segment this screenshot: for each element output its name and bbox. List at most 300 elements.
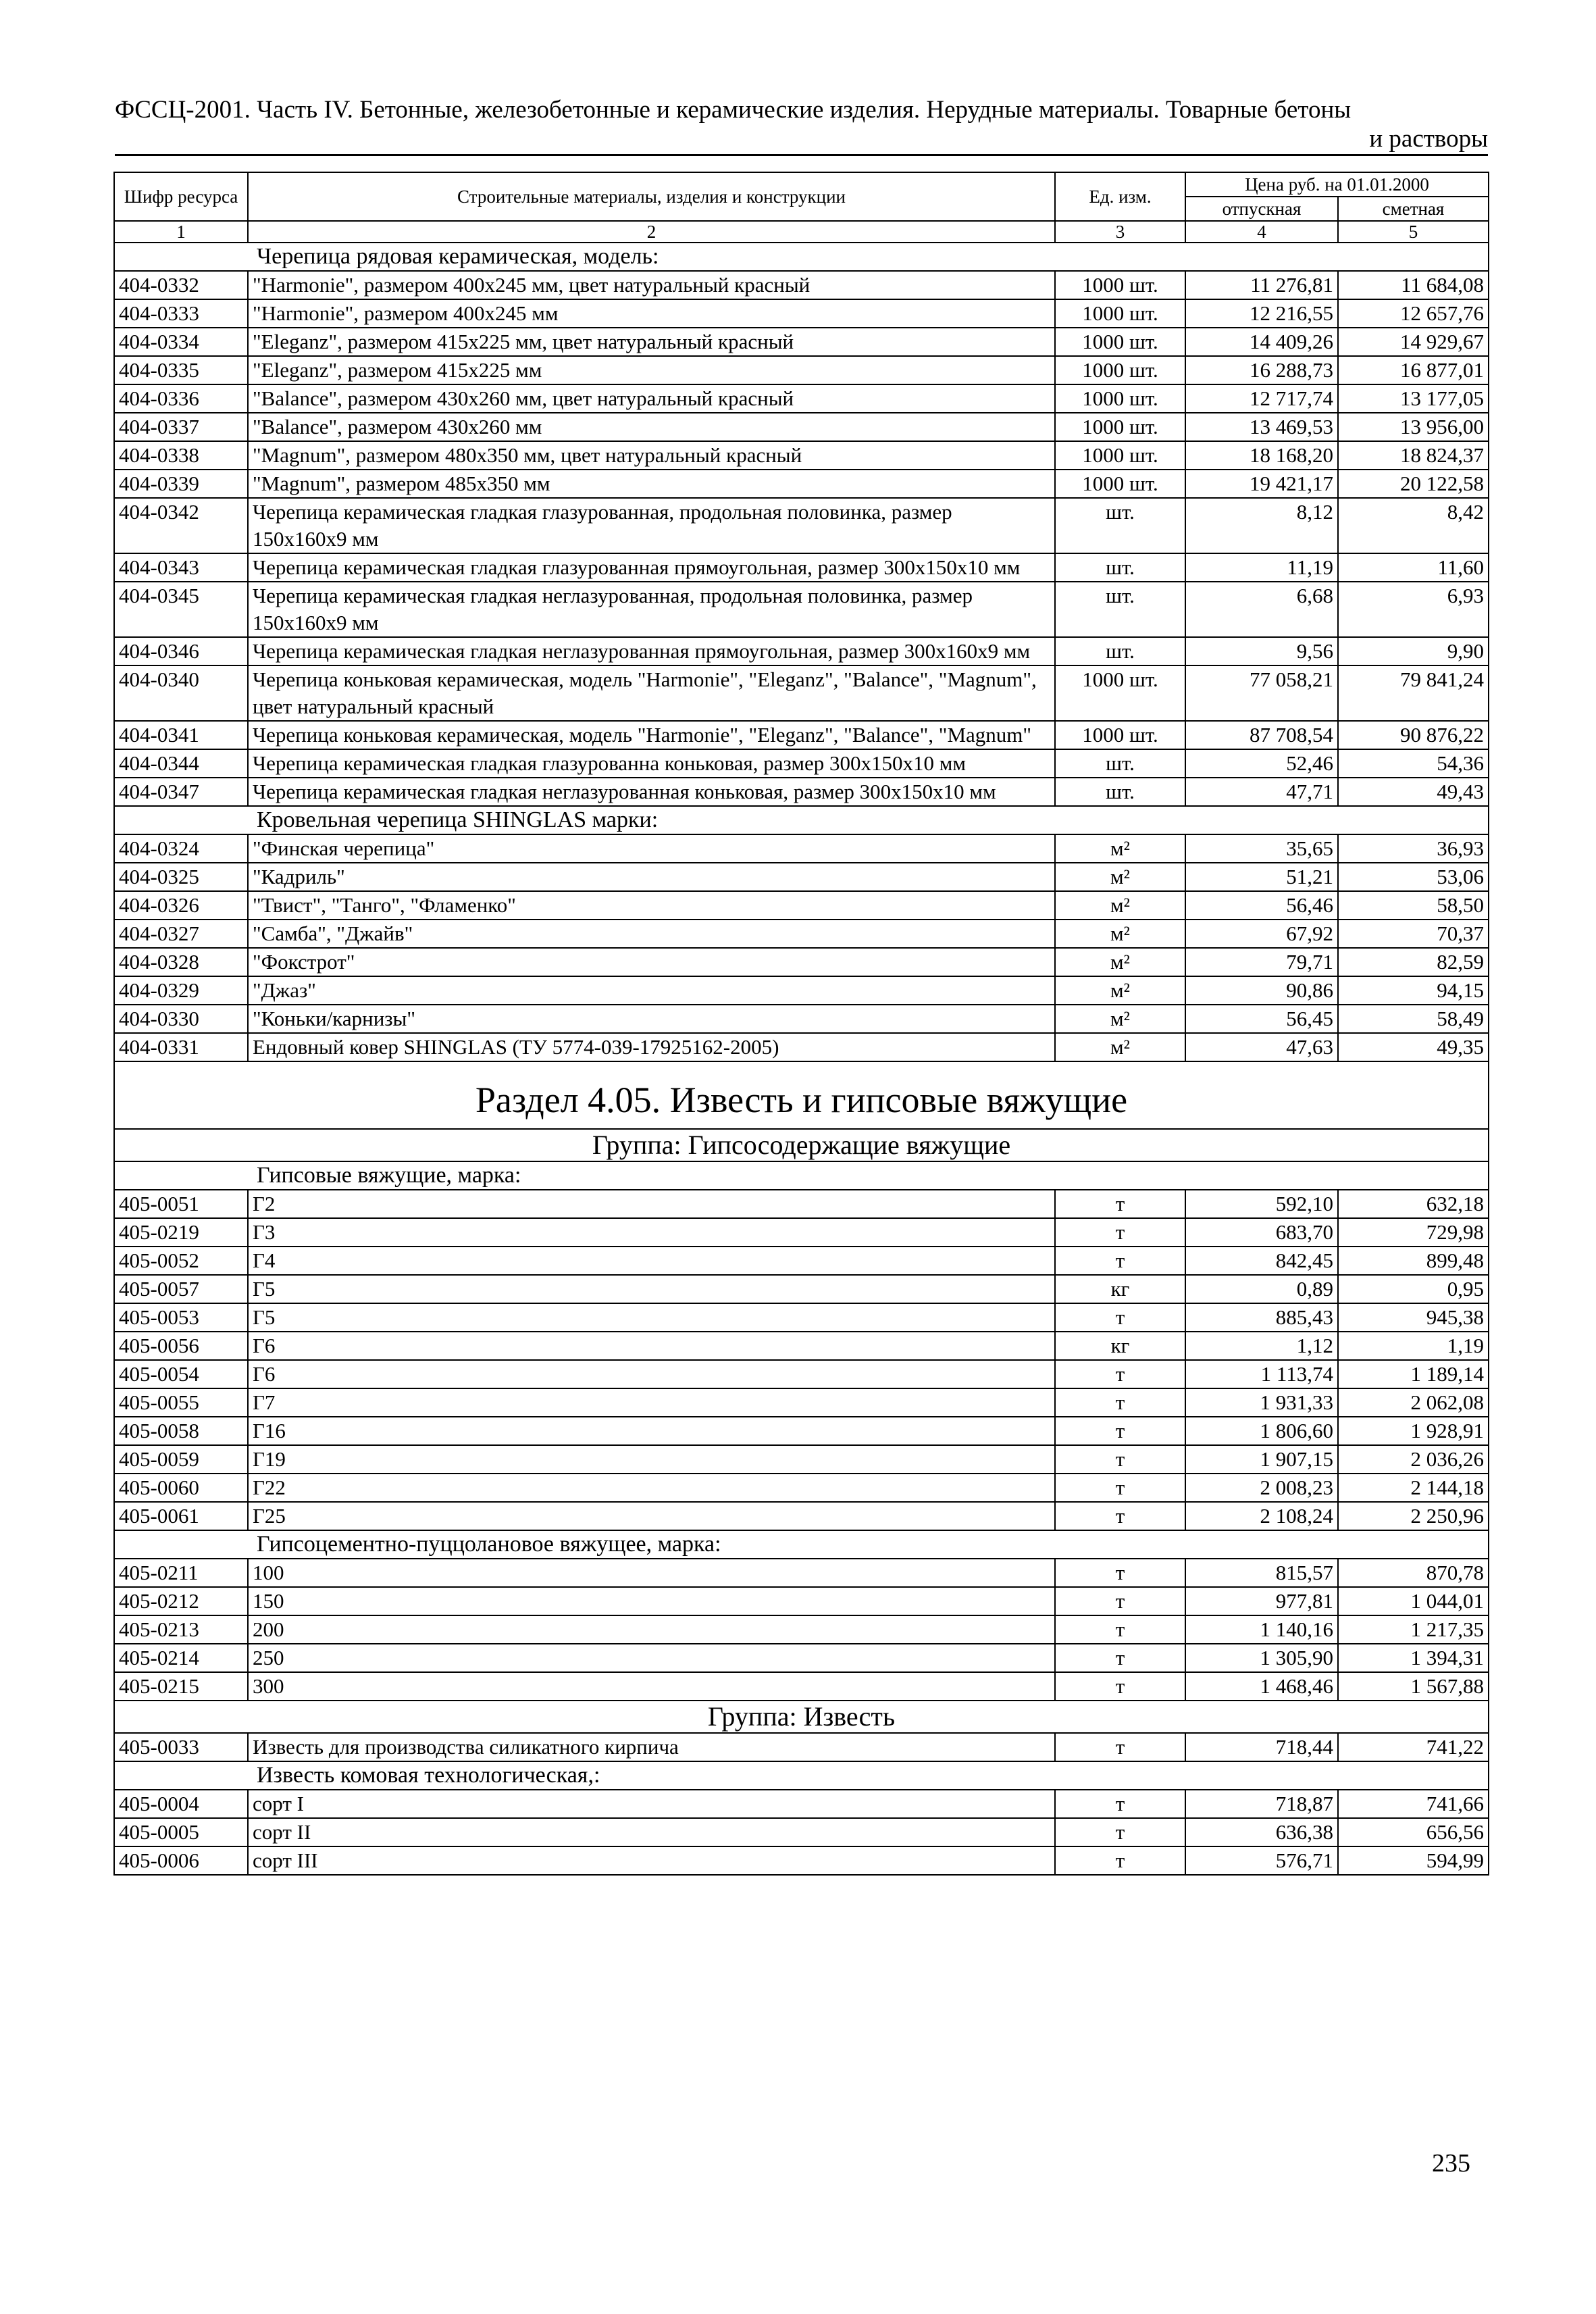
release-price: 90,86 — [1185, 976, 1338, 1005]
resource-code: 405-0215 — [114, 1672, 248, 1701]
release-price: 51,21 — [1185, 863, 1338, 891]
release-price: 56,46 — [1185, 891, 1338, 920]
group-heading: Кровельная черепица SHINGLAS марки: — [114, 806, 1489, 834]
unit-of-measure: 1000 шт. — [1055, 441, 1185, 470]
table-row — [114, 891, 1489, 920]
table-row — [114, 498, 1489, 553]
group-row — [114, 1530, 1489, 1559]
material-name: "Harmonie", размером 400x245 мм, цвет натуральный красный — [248, 271, 1055, 299]
resource-code: 405-0053 — [114, 1303, 248, 1332]
unit-of-measure: м² — [1055, 863, 1185, 891]
release-price: 35,65 — [1185, 834, 1338, 863]
unit-of-measure: м² — [1055, 1005, 1185, 1033]
release-price: 56,45 — [1185, 1005, 1338, 1033]
resource-code: 405-0213 — [114, 1615, 248, 1644]
unit-of-measure: 1000 шт. — [1055, 328, 1185, 356]
unit-of-measure: шт. — [1055, 582, 1185, 637]
resource-code: 405-0004 — [114, 1790, 248, 1818]
release-price: 79,71 — [1185, 948, 1338, 976]
resource-code: 404-0327 — [114, 920, 248, 948]
estimate-price: 1 567,88 — [1338, 1672, 1489, 1701]
table-row — [114, 1672, 1489, 1701]
unit-of-measure: т — [1055, 1247, 1185, 1275]
table-row — [114, 582, 1489, 637]
resource-code: 404-0331 — [114, 1033, 248, 1061]
table-row — [114, 356, 1489, 384]
release-price: 11 276,81 — [1185, 271, 1338, 299]
release-price: 1 907,15 — [1185, 1445, 1338, 1474]
table-row — [114, 1303, 1489, 1332]
material-name: Г5 — [248, 1303, 1055, 1332]
material-name: Черепица коньковая керамическая, модель "Harmonie", "Eleganz", "Balance", "Magnum" — [248, 721, 1055, 749]
material-name: Г22 — [248, 1474, 1055, 1502]
resource-code: 405-0059 — [114, 1445, 248, 1474]
material-name: 150 — [248, 1587, 1055, 1615]
resource-code: 404-0332 — [114, 271, 248, 299]
release-price: 87 708,54 — [1185, 721, 1338, 749]
col-number: 3 — [1055, 221, 1185, 243]
release-price: 19 421,17 — [1185, 470, 1338, 498]
material-name: Черепица керамическая гладкая неглазурованная коньковая, размер 300x150x10 мм — [248, 778, 1055, 806]
estimate-price: 36,93 — [1338, 834, 1489, 863]
material-name: "Eleganz", размером 415x225 мм — [248, 356, 1055, 384]
unit-of-measure: шт. — [1055, 553, 1185, 582]
unit-of-measure: т — [1055, 1388, 1185, 1417]
resource-code: 404-0346 — [114, 637, 248, 665]
price-table — [113, 172, 1489, 1876]
material-name: Г6 — [248, 1332, 1055, 1360]
release-price: 47,63 — [1185, 1033, 1338, 1061]
unit-of-measure: т — [1055, 1303, 1185, 1332]
material-name: Черепица коньковая керамическая, модель "Harmonie", "Eleganz", "Balance", "Magnum", цвет натуральный красный — [248, 665, 1055, 721]
release-price: 1 113,74 — [1185, 1360, 1338, 1388]
resource-code: 404-0345 — [114, 582, 248, 637]
unit-of-measure: т — [1055, 1644, 1185, 1672]
table-row — [114, 441, 1489, 470]
resource-code: 404-0338 — [114, 441, 248, 470]
unit-of-measure: т — [1055, 1445, 1185, 1474]
table-row — [114, 665, 1489, 721]
estimate-price: 0,95 — [1338, 1275, 1489, 1303]
release-price: 718,44 — [1185, 1733, 1338, 1761]
release-price: 67,92 — [1185, 920, 1338, 948]
unit-of-measure: м² — [1055, 976, 1185, 1005]
unit-of-measure: шт. — [1055, 498, 1185, 553]
resource-code: 405-0054 — [114, 1360, 248, 1388]
header-title-line2: и растворы — [1369, 125, 1488, 153]
estimate-price: 945,38 — [1338, 1303, 1489, 1332]
unit-of-measure: т — [1055, 1559, 1185, 1587]
release-price: 77 058,21 — [1185, 665, 1338, 721]
estimate-price: 18 824,37 — [1338, 441, 1489, 470]
table-row — [114, 863, 1489, 891]
header-name: Строительные материалы, изделия и конструкции — [248, 172, 1055, 221]
estimate-price: 6,93 — [1338, 582, 1489, 637]
unit-of-measure: т — [1055, 1502, 1185, 1530]
estimate-price: 58,50 — [1338, 891, 1489, 920]
release-price: 977,81 — [1185, 1587, 1338, 1615]
release-price: 16 288,73 — [1185, 356, 1338, 384]
resource-code: 405-0006 — [114, 1846, 248, 1875]
page-number: 235 — [1432, 2149, 1470, 2178]
estimate-price: 94,15 — [1338, 976, 1489, 1005]
table-row — [114, 1417, 1489, 1445]
material-name: "Кадриль" — [248, 863, 1055, 891]
release-price: 1 305,90 — [1185, 1644, 1338, 1672]
release-price: 14 409,26 — [1185, 328, 1338, 356]
header-code: Шифр ресурса — [114, 172, 248, 221]
release-price: 18 168,20 — [1185, 441, 1338, 470]
release-price: 1 140,16 — [1185, 1615, 1338, 1644]
unit-of-measure: т — [1055, 1846, 1185, 1875]
estimate-price: 49,35 — [1338, 1033, 1489, 1061]
table-row — [114, 1033, 1489, 1061]
resource-code: 405-0060 — [114, 1474, 248, 1502]
table-row — [114, 976, 1489, 1005]
release-price: 636,38 — [1185, 1818, 1338, 1846]
material-name: "Твист", "Танго", "Фламенко" — [248, 891, 1055, 920]
page-header — [115, 95, 1488, 156]
unit-of-measure: т — [1055, 1360, 1185, 1388]
section-title: Раздел 4.05. Известь и гипсовые вяжущие — [114, 1061, 1489, 1129]
resource-code: 405-0051 — [114, 1190, 248, 1218]
group-row — [114, 1761, 1489, 1790]
group-heading: Черепица рядовая керамическая, модель: — [114, 243, 1489, 271]
estimate-price: 656,56 — [1338, 1818, 1489, 1846]
unit-of-measure: т — [1055, 1615, 1185, 1644]
group-title-row — [114, 1701, 1489, 1733]
release-price: 842,45 — [1185, 1247, 1338, 1275]
unit-of-measure: 1000 шт. — [1055, 271, 1185, 299]
resource-code: 405-0055 — [114, 1388, 248, 1417]
header-unit: Ед. изм. — [1055, 172, 1185, 221]
table-row — [114, 1644, 1489, 1672]
estimate-price: 82,59 — [1338, 948, 1489, 976]
material-name: 250 — [248, 1644, 1055, 1672]
resource-code: 405-0005 — [114, 1818, 248, 1846]
estimate-price: 1 189,14 — [1338, 1360, 1489, 1388]
group-heading: Гипсовые вяжущие, марка: — [114, 1161, 1489, 1190]
resource-code: 404-0347 — [114, 778, 248, 806]
estimate-price: 2 144,18 — [1338, 1474, 1489, 1502]
material-name: 100 — [248, 1559, 1055, 1587]
resource-code: 404-0334 — [114, 328, 248, 356]
estimate-price: 1 044,01 — [1338, 1587, 1489, 1615]
estimate-price: 870,78 — [1338, 1559, 1489, 1587]
unit-of-measure: 1000 шт. — [1055, 299, 1185, 328]
table-body — [114, 243, 1489, 1875]
unit-of-measure: м² — [1055, 948, 1185, 976]
estimate-price: 54,36 — [1338, 749, 1489, 778]
table-row — [114, 413, 1489, 441]
material-name: Г5 — [248, 1275, 1055, 1303]
table-row — [114, 920, 1489, 948]
table-row — [114, 1790, 1489, 1818]
release-price: 6,68 — [1185, 582, 1338, 637]
estimate-price: 11,60 — [1338, 553, 1489, 582]
estimate-price: 729,98 — [1338, 1218, 1489, 1247]
estimate-price: 11 684,08 — [1338, 271, 1489, 299]
material-name: 200 — [248, 1615, 1055, 1644]
estimate-price: 58,49 — [1338, 1005, 1489, 1033]
material-name: "Magnum", размером 480x350 мм, цвет натуральный красный — [248, 441, 1055, 470]
table-row — [114, 1559, 1489, 1587]
unit-of-measure: шт. — [1055, 637, 1185, 665]
estimate-price: 2 250,96 — [1338, 1502, 1489, 1530]
col-number: 1 — [114, 221, 248, 243]
unit-of-measure: кг — [1055, 1275, 1185, 1303]
release-price: 815,57 — [1185, 1559, 1338, 1587]
material-name: "Самба", "Джайв" — [248, 920, 1055, 948]
table-row — [114, 1247, 1489, 1275]
release-price: 1,12 — [1185, 1332, 1338, 1360]
table-row — [114, 1275, 1489, 1303]
material-name: "Balance", размером 430x260 мм — [248, 413, 1055, 441]
release-price: 0,89 — [1185, 1275, 1338, 1303]
resource-code: 405-0057 — [114, 1275, 248, 1303]
table-row — [114, 1445, 1489, 1474]
table-row — [114, 328, 1489, 356]
material-name: Ендовный ковер SHINGLAS (ТУ 5774-039-17925162-2005) — [248, 1033, 1055, 1061]
material-name: Черепица керамическая гладкая глазурованная прямоугольная, размер 300x150x10 мм — [248, 553, 1055, 582]
release-price: 576,71 — [1185, 1846, 1338, 1875]
resource-code: 404-0341 — [114, 721, 248, 749]
unit-of-measure: м² — [1055, 834, 1185, 863]
resource-code: 405-0056 — [114, 1332, 248, 1360]
table-row — [114, 834, 1489, 863]
estimate-price: 49,43 — [1338, 778, 1489, 806]
material-name: "Финская черепица" — [248, 834, 1055, 863]
estimate-price: 2 036,26 — [1338, 1445, 1489, 1474]
material-name: "Коньки/карнизы" — [248, 1005, 1055, 1033]
release-price: 1 806,60 — [1185, 1417, 1338, 1445]
release-price: 2 008,23 — [1185, 1474, 1338, 1502]
unit-of-measure: т — [1055, 1218, 1185, 1247]
release-price: 12 717,74 — [1185, 384, 1338, 413]
release-price: 13 469,53 — [1185, 413, 1338, 441]
table-row — [114, 1502, 1489, 1530]
table-row — [114, 778, 1489, 806]
unit-of-measure: кг — [1055, 1332, 1185, 1360]
col-number: 5 — [1338, 221, 1489, 243]
unit-of-measure: м² — [1055, 1033, 1185, 1061]
resource-code: 405-0212 — [114, 1587, 248, 1615]
release-price: 718,87 — [1185, 1790, 1338, 1818]
estimate-price: 8,42 — [1338, 498, 1489, 553]
resource-code: 405-0058 — [114, 1417, 248, 1445]
table-row — [114, 749, 1489, 778]
table-row — [114, 637, 1489, 665]
table-row — [114, 1388, 1489, 1417]
estimate-price: 79 841,24 — [1338, 665, 1489, 721]
material-name: Черепица керамическая гладкая неглазурованная, продольная половинка, размер 150x160x9 мм — [248, 582, 1055, 637]
estimate-price: 9,90 — [1338, 637, 1489, 665]
unit-of-measure: т — [1055, 1417, 1185, 1445]
resource-code: 404-0326 — [114, 891, 248, 920]
resource-code: 404-0335 — [114, 356, 248, 384]
release-price: 8,12 — [1185, 498, 1338, 553]
table-row — [114, 299, 1489, 328]
material-name: сорт I — [248, 1790, 1055, 1818]
unit-of-measure: шт. — [1055, 778, 1185, 806]
resource-code: 404-0333 — [114, 299, 248, 328]
resource-code: 404-0328 — [114, 948, 248, 976]
material-name: Г7 — [248, 1388, 1055, 1417]
material-name: Г4 — [248, 1247, 1055, 1275]
release-price: 1 468,46 — [1185, 1672, 1338, 1701]
table-row — [114, 1733, 1489, 1761]
release-price: 12 216,55 — [1185, 299, 1338, 328]
table-row — [114, 1332, 1489, 1360]
group-title-row — [114, 1129, 1489, 1161]
group-heading: Гипсоцементно-пуццолановое вяжущее, марка: — [114, 1530, 1489, 1559]
estimate-price: 53,06 — [1338, 863, 1489, 891]
estimate-price: 12 657,76 — [1338, 299, 1489, 328]
group-title: Группа: Гипсосодержащие вяжущие — [114, 1129, 1489, 1161]
material-name: "Magnum", размером 485x350 мм — [248, 470, 1055, 498]
table-row — [114, 1474, 1489, 1502]
resource-code: 404-0324 — [114, 834, 248, 863]
unit-of-measure: м² — [1055, 920, 1185, 948]
estimate-price: 1 928,91 — [1338, 1417, 1489, 1445]
resource-code: 405-0219 — [114, 1218, 248, 1247]
estimate-price: 20 122,58 — [1338, 470, 1489, 498]
estimate-price: 899,48 — [1338, 1247, 1489, 1275]
resource-code: 404-0329 — [114, 976, 248, 1005]
material-name: Черепица керамическая гладкая глазурованная, продольная половинка, размер 150x160x9 мм — [248, 498, 1055, 553]
release-price: 52,46 — [1185, 749, 1338, 778]
material-name: Г3 — [248, 1218, 1055, 1247]
material-name: "Eleganz", размером 415x225 мм, цвет натуральный красный — [248, 328, 1055, 356]
material-name: Г25 — [248, 1502, 1055, 1530]
table-row — [114, 470, 1489, 498]
table-row — [114, 721, 1489, 749]
resource-code: 405-0214 — [114, 1644, 248, 1672]
release-price: 2 108,24 — [1185, 1502, 1338, 1530]
material-name: Г6 — [248, 1360, 1055, 1388]
estimate-price: 70,37 — [1338, 920, 1489, 948]
estimate-price: 741,22 — [1338, 1733, 1489, 1761]
header-title-line1: ФССЦ-2001. Часть IV. Бетонные, железобетонные и керамические изделия. Нерудные материалы. Товарные бетоны — [115, 96, 1352, 124]
resource-code: 405-0211 — [114, 1559, 248, 1587]
resource-code: 405-0052 — [114, 1247, 248, 1275]
estimate-price: 13 177,05 — [1338, 384, 1489, 413]
resource-code: 404-0343 — [114, 553, 248, 582]
estimate-price: 1 217,35 — [1338, 1615, 1489, 1644]
resource-code: 405-0061 — [114, 1502, 248, 1530]
resource-code: 404-0340 — [114, 665, 248, 721]
group-title: Группа: Известь — [114, 1701, 1489, 1733]
table-row — [114, 384, 1489, 413]
unit-of-measure: 1000 шт. — [1055, 721, 1185, 749]
release-price: 1 931,33 — [1185, 1388, 1338, 1417]
estimate-price: 1,19 — [1338, 1332, 1489, 1360]
unit-of-measure: т — [1055, 1474, 1185, 1502]
release-price: 47,71 — [1185, 778, 1338, 806]
unit-of-measure: т — [1055, 1672, 1185, 1701]
resource-code: 404-0344 — [114, 749, 248, 778]
table-row — [114, 1360, 1489, 1388]
resource-code: 404-0337 — [114, 413, 248, 441]
table-row — [114, 948, 1489, 976]
col-number: 2 — [248, 221, 1055, 243]
table-row — [114, 1818, 1489, 1846]
estimate-price: 2 062,08 — [1338, 1388, 1489, 1417]
table-row — [114, 1190, 1489, 1218]
group-row — [114, 1161, 1489, 1190]
resource-code: 405-0033 — [114, 1733, 248, 1761]
estimate-price: 1 394,31 — [1338, 1644, 1489, 1672]
estimate-price: 632,18 — [1338, 1190, 1489, 1218]
material-name: Черепица керамическая гладкая глазурованна коньковая, размер 300x150x10 мм — [248, 749, 1055, 778]
group-heading: Известь комовая технологическая,: — [114, 1761, 1489, 1790]
material-name: Г2 — [248, 1190, 1055, 1218]
material-name: 300 — [248, 1672, 1055, 1701]
material-name: Известь для производства силикатного кирпича — [248, 1733, 1055, 1761]
estimate-price: 90 876,22 — [1338, 721, 1489, 749]
estimate-price: 741,66 — [1338, 1790, 1489, 1818]
estimate-price: 14 929,67 — [1338, 328, 1489, 356]
release-price: 9,56 — [1185, 637, 1338, 665]
header-rule — [115, 154, 1488, 156]
material-name: "Balance", размером 430x260 мм, цвет натуральный красный — [248, 384, 1055, 413]
material-name: сорт II — [248, 1818, 1055, 1846]
table-row — [114, 271, 1489, 299]
material-name: "Фокстрот" — [248, 948, 1055, 976]
unit-of-measure: т — [1055, 1818, 1185, 1846]
header-price: Цена руб. на 01.01.2000 — [1185, 172, 1489, 197]
header-release: отпускная — [1185, 197, 1338, 221]
unit-of-measure: т — [1055, 1733, 1185, 1761]
table-row — [114, 553, 1489, 582]
unit-of-measure: т — [1055, 1790, 1185, 1818]
group-row — [114, 806, 1489, 834]
table-row — [114, 1615, 1489, 1644]
release-price: 11,19 — [1185, 553, 1338, 582]
material-name: "Джаз" — [248, 976, 1055, 1005]
material-name: Г19 — [248, 1445, 1055, 1474]
resource-code: 404-0339 — [114, 470, 248, 498]
estimate-price: 13 956,00 — [1338, 413, 1489, 441]
estimate-price: 16 877,01 — [1338, 356, 1489, 384]
unit-of-measure: шт. — [1055, 749, 1185, 778]
material-name: Г16 — [248, 1417, 1055, 1445]
unit-of-measure: т — [1055, 1190, 1185, 1218]
col-number: 4 — [1185, 221, 1338, 243]
unit-of-measure: 1000 шт. — [1055, 384, 1185, 413]
material-name: Черепица керамическая гладкая неглазурованная прямоугольная, размер 300x160x9 мм — [248, 637, 1055, 665]
unit-of-measure: 1000 шт. — [1055, 413, 1185, 441]
resource-code: 404-0325 — [114, 863, 248, 891]
resource-code: 404-0330 — [114, 1005, 248, 1033]
unit-of-measure: 1000 шт. — [1055, 356, 1185, 384]
unit-of-measure: т — [1055, 1587, 1185, 1615]
release-price: 592,10 — [1185, 1190, 1338, 1218]
header-estimate: сметная — [1338, 197, 1489, 221]
unit-of-measure: 1000 шт. — [1055, 470, 1185, 498]
table-row — [114, 1846, 1489, 1875]
estimate-price: 594,99 — [1338, 1846, 1489, 1875]
section-row — [114, 1061, 1489, 1129]
table-row — [114, 1218, 1489, 1247]
unit-of-measure: 1000 шт. — [1055, 665, 1185, 721]
table-row — [114, 1587, 1489, 1615]
resource-code: 404-0342 — [114, 498, 248, 553]
table-row — [114, 1005, 1489, 1033]
unit-of-measure: м² — [1055, 891, 1185, 920]
material-name: сорт III — [248, 1846, 1055, 1875]
release-price: 885,43 — [1185, 1303, 1338, 1332]
